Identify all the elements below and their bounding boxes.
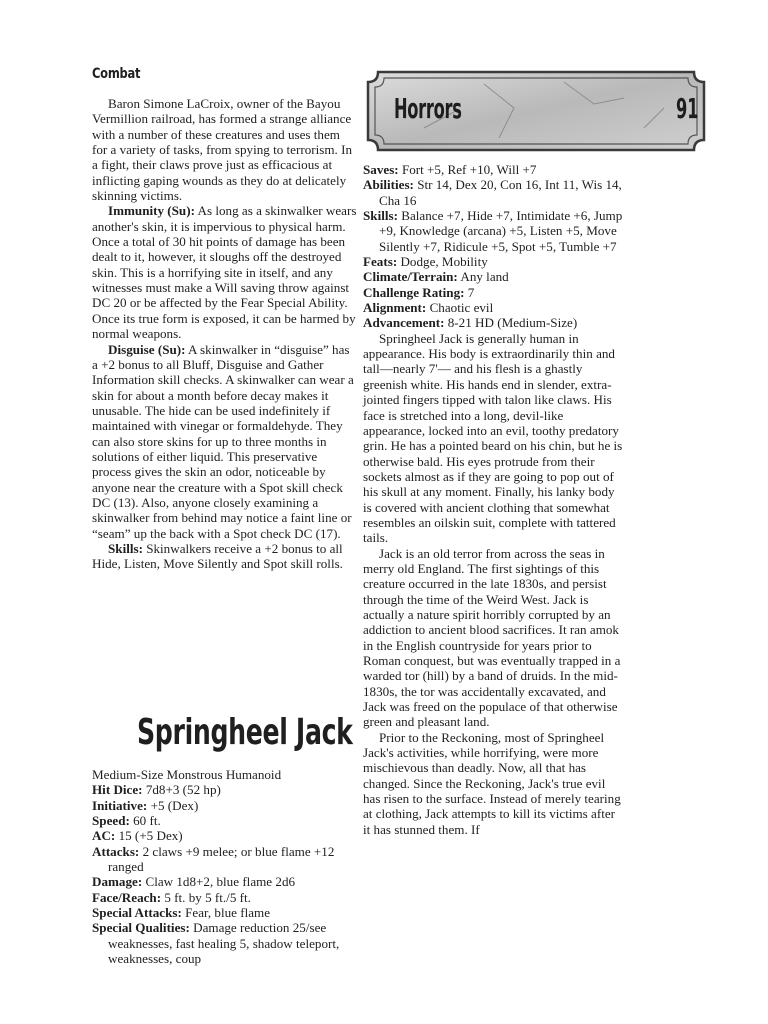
stat-label: Attacks: bbox=[92, 843, 140, 859]
stat-line bbox=[92, 844, 357, 875]
stat-block-left bbox=[92, 767, 357, 966]
stat-value: +5 (Dex) bbox=[150, 797, 199, 813]
stat-label: Advancement: bbox=[363, 315, 445, 331]
stat-value: 8-21 HD (Medium-Size) bbox=[447, 315, 578, 331]
stat-label: Speed: bbox=[92, 813, 130, 829]
left-column bbox=[92, 96, 357, 572]
combat-heading: Combat bbox=[92, 66, 141, 82]
stat-line bbox=[363, 285, 625, 300]
stat-value: Claw 1d8+2, blue flame 2d6 bbox=[145, 874, 296, 890]
banner-section-title: Horrors bbox=[394, 92, 462, 125]
stat-line bbox=[363, 162, 625, 177]
stat-line bbox=[92, 798, 357, 813]
stat-value: Fort +5, Ref +10, Will +7 bbox=[401, 162, 537, 177]
section-banner bbox=[364, 68, 708, 154]
stat-line bbox=[92, 905, 357, 920]
stats-left-list bbox=[92, 782, 357, 966]
stat-value: Fear, blue flame bbox=[185, 905, 271, 921]
stat-label: Face/Reach: bbox=[92, 889, 162, 905]
stat-line bbox=[92, 920, 357, 966]
stat-label: Feats: bbox=[363, 254, 398, 270]
skills-paragraph bbox=[92, 541, 357, 572]
stat-label: Abilities: bbox=[363, 177, 414, 193]
description-paragraph-1: Springheel Jack is generally human in appearance. His body is extraordinarily thin and tall—nearly 7'— and his flesh is a ghastly greenish white. His hands end in slender, extra-jointed fingers tipped with talon like claws. His face is stretched into a long, devil-like appearance, locked into an evil, toothy predatory grin. He has a pointed beard on his chin, but he is otherwise bald. His eyes protrude from their sockets almost as if they are going to pop out of his skull at any moment. Finally, his lanky body is covered with ancient clothing that somewhat resembles an oilskin suit, complete with tattered tails. bbox=[363, 330, 623, 546]
stat-line bbox=[363, 315, 625, 330]
stat-label: Saves: bbox=[363, 162, 399, 177]
stat-label: Initiative: bbox=[92, 797, 148, 813]
stat-value: Damage reduction 25/see weaknesses, fast healing 5, shadow teleport, weaknesses, coup bbox=[108, 920, 340, 967]
stat-value: 60 ft. bbox=[133, 813, 161, 829]
stat-line bbox=[363, 269, 625, 284]
stat-line bbox=[92, 813, 357, 828]
disguise-label: Disguise (Su): bbox=[108, 341, 186, 357]
stat-label: Alignment: bbox=[363, 300, 427, 316]
stat-label: Hit Dice: bbox=[92, 782, 143, 798]
stat-value: Str 14, Dex 20, Con 16, Int 11, Wis 14, Cha 16 bbox=[379, 177, 622, 208]
stat-value: Chaotic evil bbox=[429, 300, 494, 316]
stat-value: 5 ft. by 5 ft./5 ft. bbox=[164, 889, 251, 905]
stat-value: 2 claws +9 melee; or blue flame +12 ranged bbox=[108, 843, 335, 875]
stat-label: Special Attacks: bbox=[92, 905, 182, 921]
description-paragraph-3: Prior to the Reckoning, most of Springheel Jack's activities, while horrifying, were more mischievous than deadly. Now, all that has changed. Since the Reckoning, Jack's true evil has risen to the surface. Instead of merely tearing at clothing, Jack attempts to kill its victims after it has stunned them. If bbox=[363, 729, 621, 837]
immunity-paragraph bbox=[92, 203, 357, 341]
stat-label: Damage: bbox=[92, 874, 143, 890]
stat-label: AC: bbox=[92, 828, 116, 844]
monster-title: Springheel Jack bbox=[137, 712, 353, 753]
stat-line bbox=[363, 254, 625, 269]
disguise-text: A skinwalker in “disguise” has a +2 bonus to all Bluff, Disguise and Gather Information skill checks. A skinwalker can wear a skin for about a month before decay makes it unusable. The hide can be used indefinitely if maintained with vinegar or formaldehyde. They can also store skins for up to three months in solutions of either liquid. This preservative process gives the skin an odor, noticeable by anyone near the creature with a Spot skill check DC (13). Also, anyone closely examining a skinwalker from behind may notice a faint line or “seam” up the back with a Spot check DC (17). bbox=[92, 341, 354, 541]
stat-line bbox=[92, 828, 357, 843]
stat-value: 7 bbox=[467, 284, 475, 300]
skills-text: Skinwalkers receive a +2 bonus to all Hide, Listen, Move Silently and Spot skill rolls. bbox=[92, 540, 343, 572]
stat-value: 15 (+5 Dex) bbox=[118, 828, 183, 844]
stat-value: Balance +7, Hide +7, Intimidate +6, Jump +9, Knowledge (arcana) +5, Listen +5, Move Silently +7, Ridicule +5, Spot +5, Tumble +7 bbox=[379, 208, 623, 254]
stat-value: Dodge, Mobility bbox=[400, 254, 488, 270]
stats-right-list bbox=[363, 162, 625, 331]
description-paragraph-2: Jack is an old terror from across the seas in merry old England. The first sightings of this creature occurred in the late 1830s, and persist through the time of the Weird West. Jack is actually a nature spirit horribly corrupted by an addiction to ancient blood sacrifices. It ran amok in the English countryside for years prior to Roman conquest, but was eventually trapped in a warded tor (hill) by a band of druids. In the mid-1830s, the tor was accidentally excavated, and Jack was freed on the populace of that otherwise green and pleasant land. bbox=[363, 545, 621, 730]
stat-line bbox=[92, 874, 357, 889]
stat-label: Climate/Terrain: bbox=[363, 269, 458, 285]
immunity-text: As long as a skinwalker wears another's skin, it is impervious to physical harm. Once a total of 30 hit points of damage has been dealt to it, however, it sloughs off the destroyed skin. This is a horrifying site in itself, and any witnesses must make a Will saving throw against DC 20 or be affected by the Fear Special Ability. Once its true form is exposed, it can be harmed by normal weapons. bbox=[92, 203, 357, 342]
combat-intro-paragraph: Baron Simone LaCroix, owner of the Bayou Vermillion railroad, has formed a strange alliance with a number of these creatures and uses them for a variety of tasks, from spying to terrorism. In a fight, their claws prove just as efficacious at inflicting gaping wounds as they do at delicately skinning victims. bbox=[92, 96, 352, 204]
stat-value: 7d8+3 (52 hp) bbox=[145, 782, 221, 798]
page-number: 91 bbox=[676, 92, 699, 125]
stat-line bbox=[92, 890, 357, 905]
stat-label: Challenge Rating: bbox=[363, 284, 465, 300]
stat-line bbox=[363, 300, 625, 315]
right-column bbox=[363, 162, 625, 837]
stat-value: Any land bbox=[460, 269, 509, 285]
immunity-label: Immunity (Su): bbox=[108, 203, 195, 219]
stat-label: Skills: bbox=[363, 208, 398, 224]
skills-label: Skills: bbox=[108, 540, 143, 556]
stat-line bbox=[363, 208, 625, 254]
disguise-paragraph bbox=[92, 342, 357, 541]
stat-line bbox=[92, 782, 357, 797]
monster-type: Medium-Size Monstrous Humanoid bbox=[92, 767, 282, 782]
stat-label: Special Qualities: bbox=[92, 920, 190, 936]
stat-line bbox=[363, 177, 625, 208]
